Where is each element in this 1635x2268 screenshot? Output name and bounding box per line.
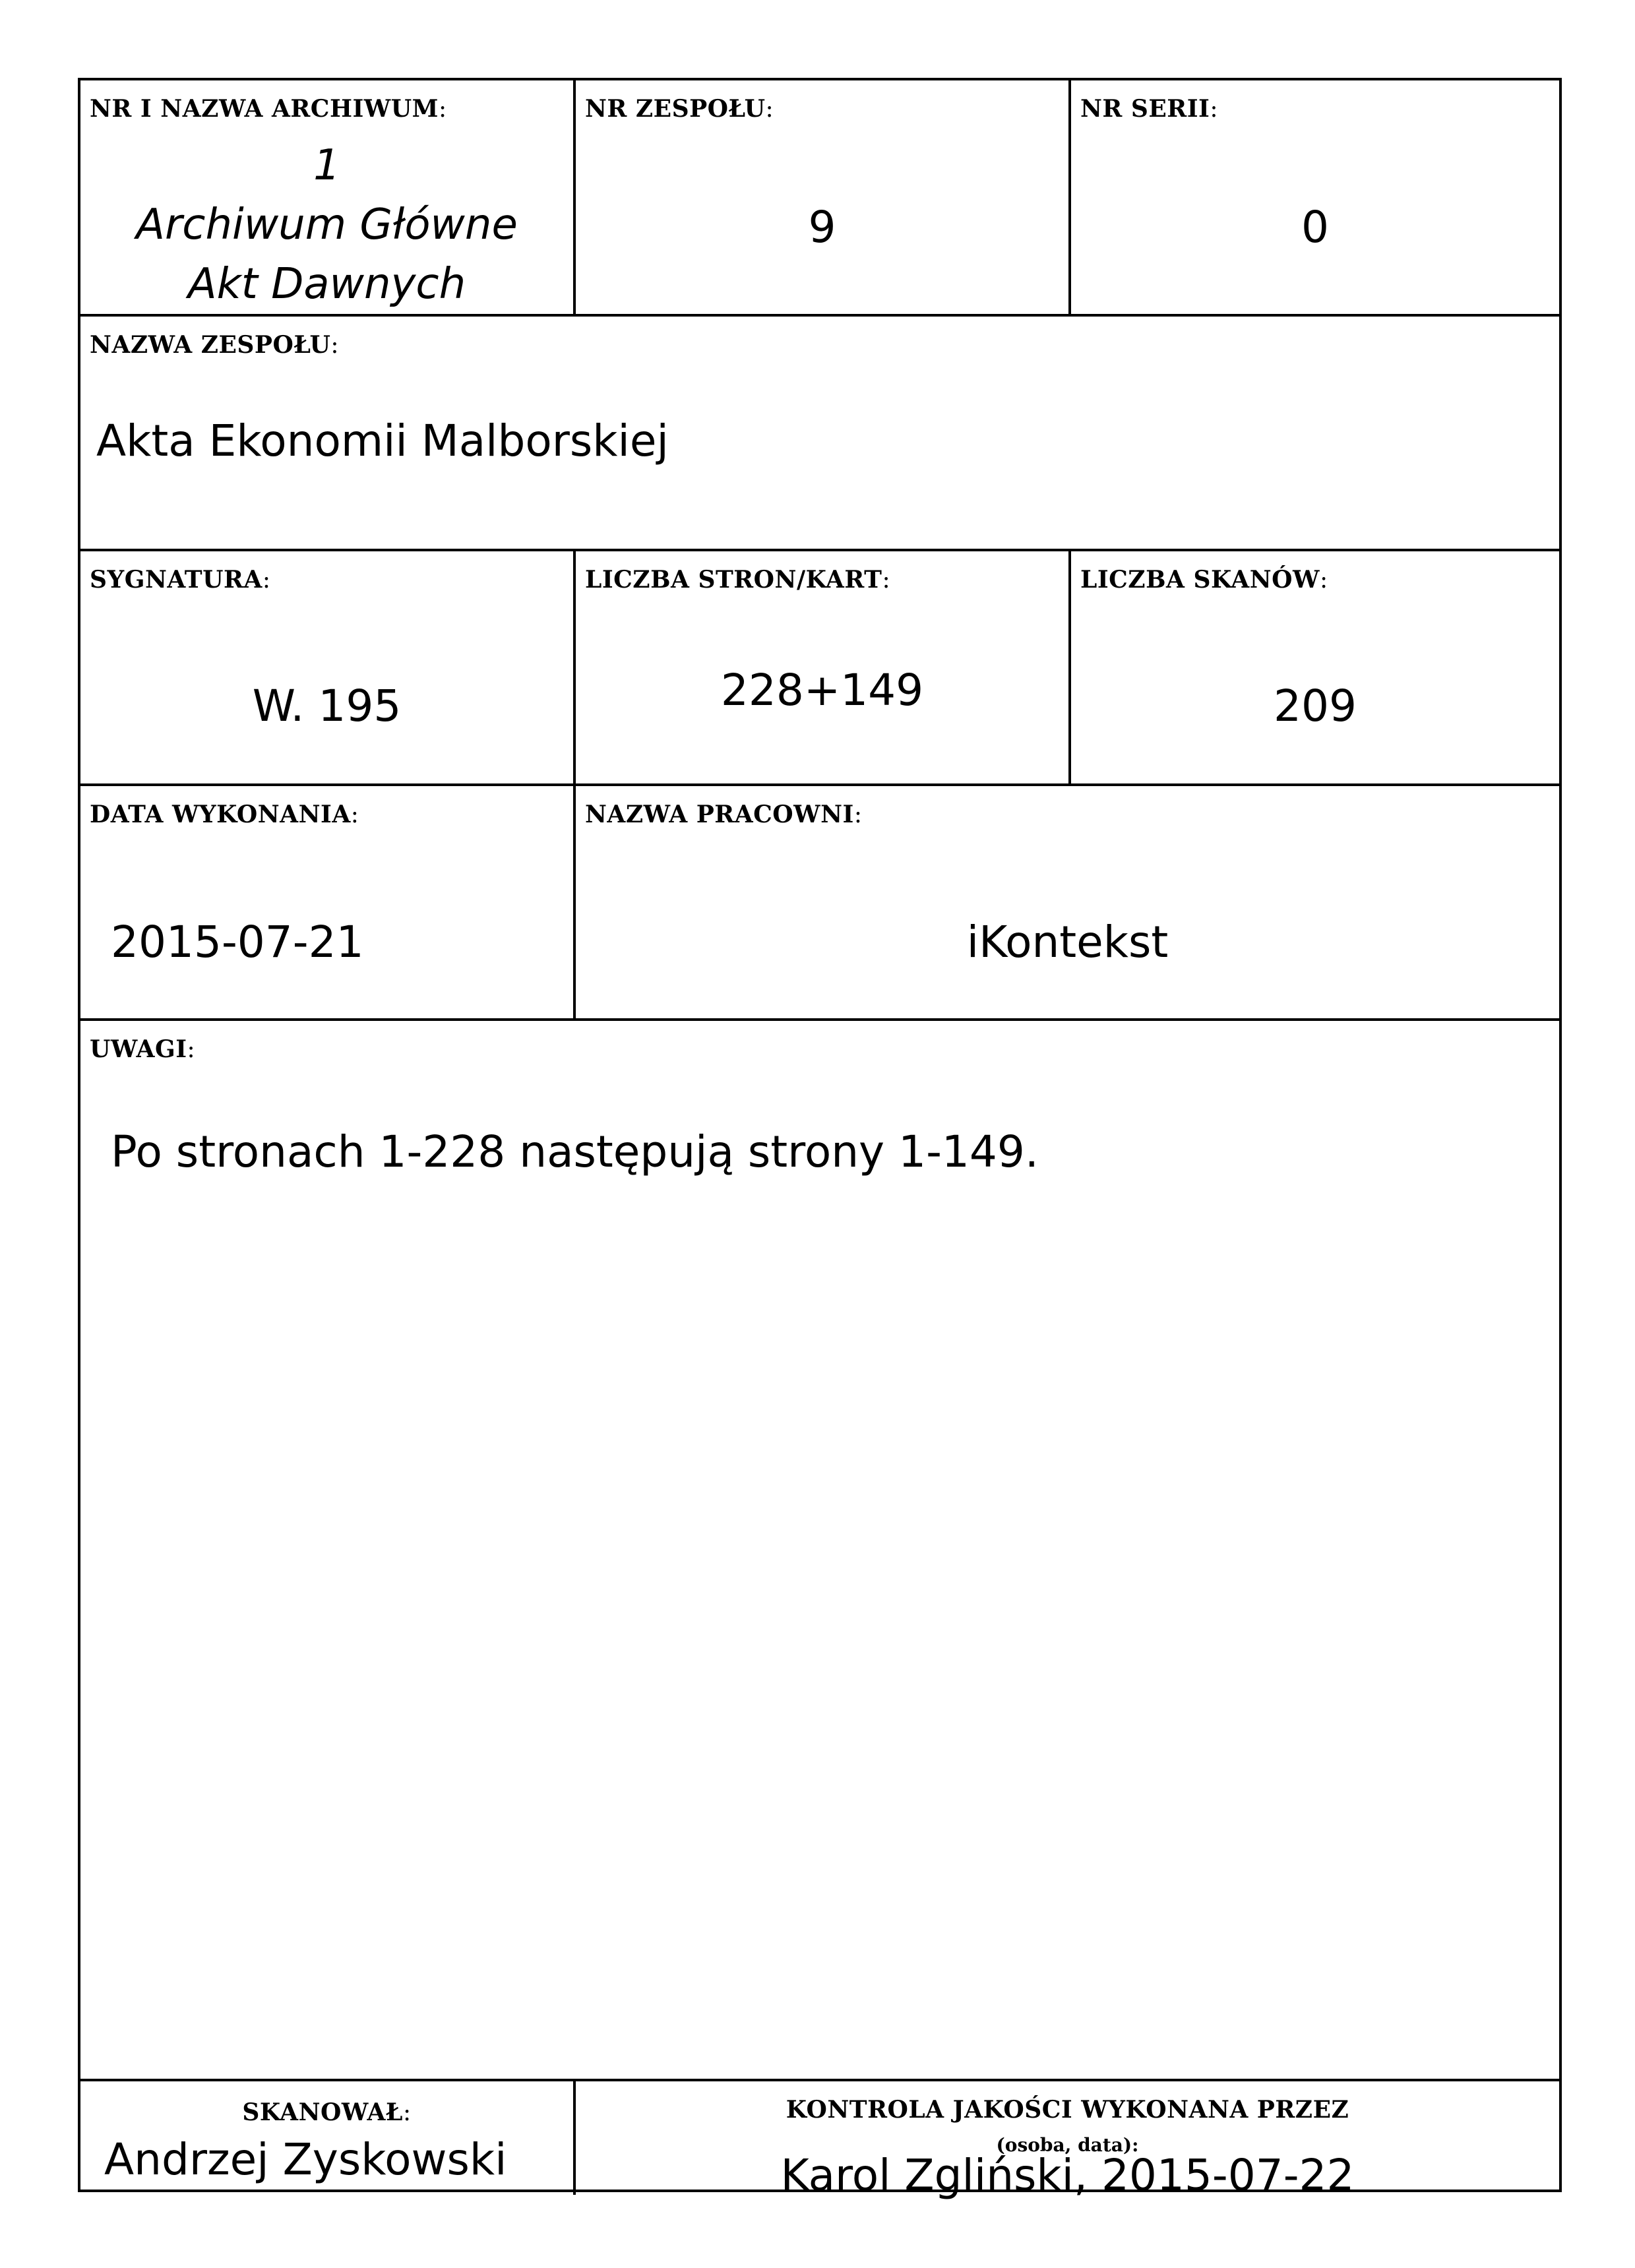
series-number-cell — [1071, 80, 1559, 314]
fonds-name-cell — [80, 317, 1559, 549]
workshop-cell — [576, 786, 1559, 1018]
scanned-by-cell — [80, 2081, 576, 2195]
workshop-value: iKontekst — [966, 917, 1169, 967]
page-count-value: 228+149 — [720, 665, 924, 716]
page-count-label: LICZBA STRON/KART: — [585, 566, 891, 594]
series-number-label: NR SERII: — [1080, 95, 1219, 123]
date-value: 2015-07-21 — [111, 917, 364, 967]
fonds-number-label: NR ZESPOŁU: — [585, 95, 774, 123]
fonds-number-value: 9 — [808, 202, 836, 253]
signature-label: SYGNATURA: — [90, 566, 271, 594]
archive-name-line2: Akt Dawnych — [187, 260, 466, 309]
scan-count-value: 209 — [1274, 681, 1357, 731]
row-fonds-name — [80, 317, 1559, 551]
quality-control-sublabel: (osoba, data): — [996, 2134, 1139, 2156]
signature-value: W. 195 — [252, 681, 402, 731]
archive-number: 1 — [313, 141, 340, 190]
quality-control-value: Karol Zgliński, 2015-07-22 — [780, 2150, 1355, 2201]
scanned-by-value: Andrzej Zyskowski — [104, 2134, 507, 2185]
metadata-form — [78, 78, 1562, 2201]
quality-control-label: KONTROLA JAKOŚCI WYKONANA PRZEZ — [786, 2096, 1349, 2124]
row-counts — [80, 551, 1559, 786]
notes-value: Po stronach 1-228 następują strony 1-149. — [111, 1126, 1039, 1177]
scanned-by-label: SKANOWAŁ: — [242, 2099, 412, 2126]
notes-cell — [80, 1021, 1559, 2079]
notes-label: UWAGI: — [90, 1035, 196, 1063]
archive-label: NR I NAZWA ARCHIWUM: — [90, 95, 447, 123]
quality-control-cell — [576, 2081, 1559, 2201]
row-date-workshop — [80, 786, 1559, 1021]
archive-name — [80, 136, 573, 314]
fonds-number-cell — [576, 80, 1071, 314]
workshop-label: NAZWA PRACOWNI: — [585, 801, 863, 828]
page-count-cell — [576, 551, 1071, 783]
fonds-name-label: NAZWA ZESPOŁU: — [90, 331, 339, 359]
archive-cell — [80, 80, 576, 314]
archive-name-line1: Archiwum Główne — [136, 200, 518, 249]
date-label: DATA WYKONANIA: — [90, 801, 359, 828]
fonds-name-value: Akta Ekonomii Malborskiej — [96, 415, 669, 466]
signature-cell — [80, 551, 576, 783]
scan-count-cell — [1071, 551, 1559, 783]
scan-count-label: LICZBA SKANÓW: — [1080, 566, 1328, 594]
row-archive — [80, 80, 1559, 317]
row-notes — [80, 1021, 1559, 2081]
row-signoff — [80, 2081, 1559, 2201]
date-cell — [80, 786, 576, 1018]
series-number-value: 0 — [1301, 202, 1329, 253]
